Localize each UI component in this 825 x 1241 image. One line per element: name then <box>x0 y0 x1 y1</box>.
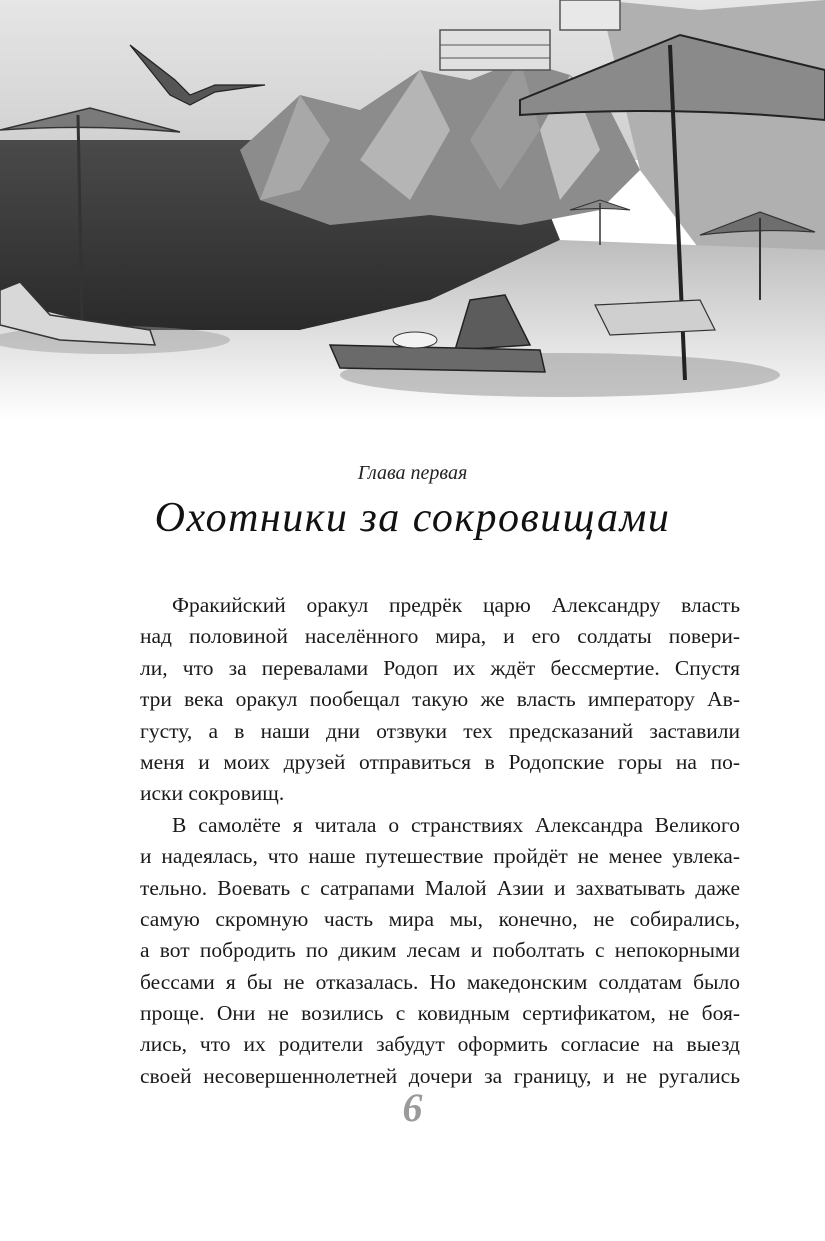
text-line: и надеялась, что наше путешествие пройдёт не менее увлека- <box>140 844 740 869</box>
beach-scene-icon <box>0 0 825 420</box>
paragraph <box>140 590 740 810</box>
chapter-label: Глава первая <box>357 462 468 484</box>
text-line: своей несовершеннолетней дочери за границу, и не ругались <box>140 1063 740 1088</box>
text-line: меня и моих друзей отправиться в Родопские горы на по- <box>140 749 740 774</box>
text-line: густу, а в наши дни отзвуки тех предсказаний заставили <box>140 718 740 743</box>
text-line: бессами я бы не отказалась. Но македонским солдатам было <box>140 969 740 994</box>
paragraph <box>140 810 740 1124</box>
chapter-title: Охотники за сокровищами <box>154 495 671 541</box>
text-line: Фракийский оракул предрёк царю Александру власть <box>172 593 740 617</box>
text-line: над половиной населённого мира, и его солдаты повери- <box>140 624 740 649</box>
text-line: проще. Они не возились с ковидным сертификатом, не боя- <box>140 1001 740 1026</box>
text-line: ли, что за перевалами Родоп их ждёт бессмертие. Спустя <box>140 655 740 680</box>
chapter-illustration <box>0 0 825 420</box>
text-line: а вот побродить по диким лесам и поболтать с непокорными <box>140 938 740 963</box>
text-line: три века оракул пообещал такую же власть императору Ав- <box>140 687 740 712</box>
page-number: 6 <box>402 1085 423 1130</box>
text-line: В самолёте я читала о странствиях Александра Великого <box>172 812 740 837</box>
text-line: иски сокровищ. <box>140 781 285 806</box>
text-line: тельно. Воевать с сатрапами Малой Азии и захватывать даже <box>140 875 740 900</box>
text-line: самую скромную часть мира мы, конечно, не собирались, <box>140 906 740 931</box>
chapter-body <box>140 590 740 1124</box>
text-line: лись, что их родители забудут оформить согласие на выезд <box>140 1032 740 1057</box>
